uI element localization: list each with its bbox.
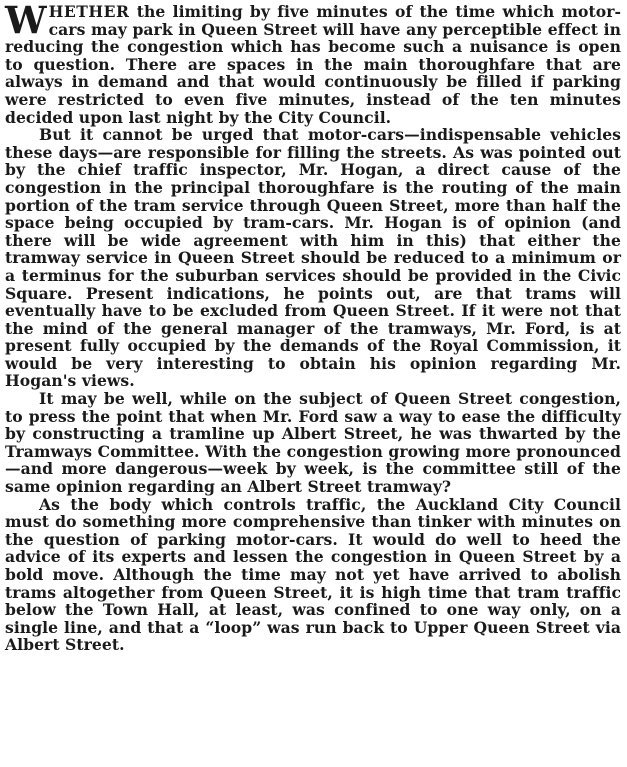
paragraph-1-text: the limiting by five minutes of the time which motor-cars may park in Queen Street will have any perceptible effect in reducing the congestion which has become such a nuisance is open to question. There are spaces in the main thoroughfare that are always in demand and that would continuously be filled if parking were restricted to even five minutes, instead of the ten minutes decided upon last night by the City Council. <box>5 2 621 127</box>
paragraph-4: As the body which controls traffic, the Auckland City Council must do something more comprehensive than tinker with minutes on the question of parking motor-cars. It would do well to heed the advice of its experts and lessen the congestion in Queen Street by a bold move. Although the time may not yet have arrived to abolish trams altogether from Queen Street, it is high time that tram traffic below the Town Hall, at least, was confined to one way only, on a single line, and that a “loop” was run back to Upper Queen Street via Albert Street. <box>5 494 621 655</box>
opening-caps: HETHER <box>48 2 130 21</box>
paragraph-3: It may be well, while on the subject of Queen Street congestion, to press the point that when Mr. Ford saw a way to ease the difficulty by constructing a tramline up Albert Street, he was thwarted by the Tramways Committee. With the congestion growing more pronounced—and more dangerous—week by week, is the committee still of the same opinion regarding an Albert Street tramway? <box>5 389 621 497</box>
paragraph-2: But it cannot be urged that motor-cars—indispensable vehicles these days—are responsible for filling the streets. As was pointed out by the chief traffic inspector, Mr. Hogan, a direct cause of the congestion in the principal thoroughfare is the routing of the main portion of the tram service through Queen Street, more than half the space being occupied by tram-cars. Mr. Hogan is of opinion (and there will be wide agreement with him in this) that either the tramway service in Queen Street should be reduced to a minimum or a terminus for the suburban services should be provided in the Civic Square. Present indications, he points out, are that trams will eventually have to be excluded from Queen Street. If it were not that the mind of the general manager of the tramways, Mr. Ford, is at present fully occupied by the demands of the Royal Commission, it would be very interesting to obtain his opinion regarding Mr. Hogan's views. <box>5 125 621 391</box>
paragraph-1 <box>5 0 621 127</box>
drop-cap: W <box>5 0 47 42</box>
